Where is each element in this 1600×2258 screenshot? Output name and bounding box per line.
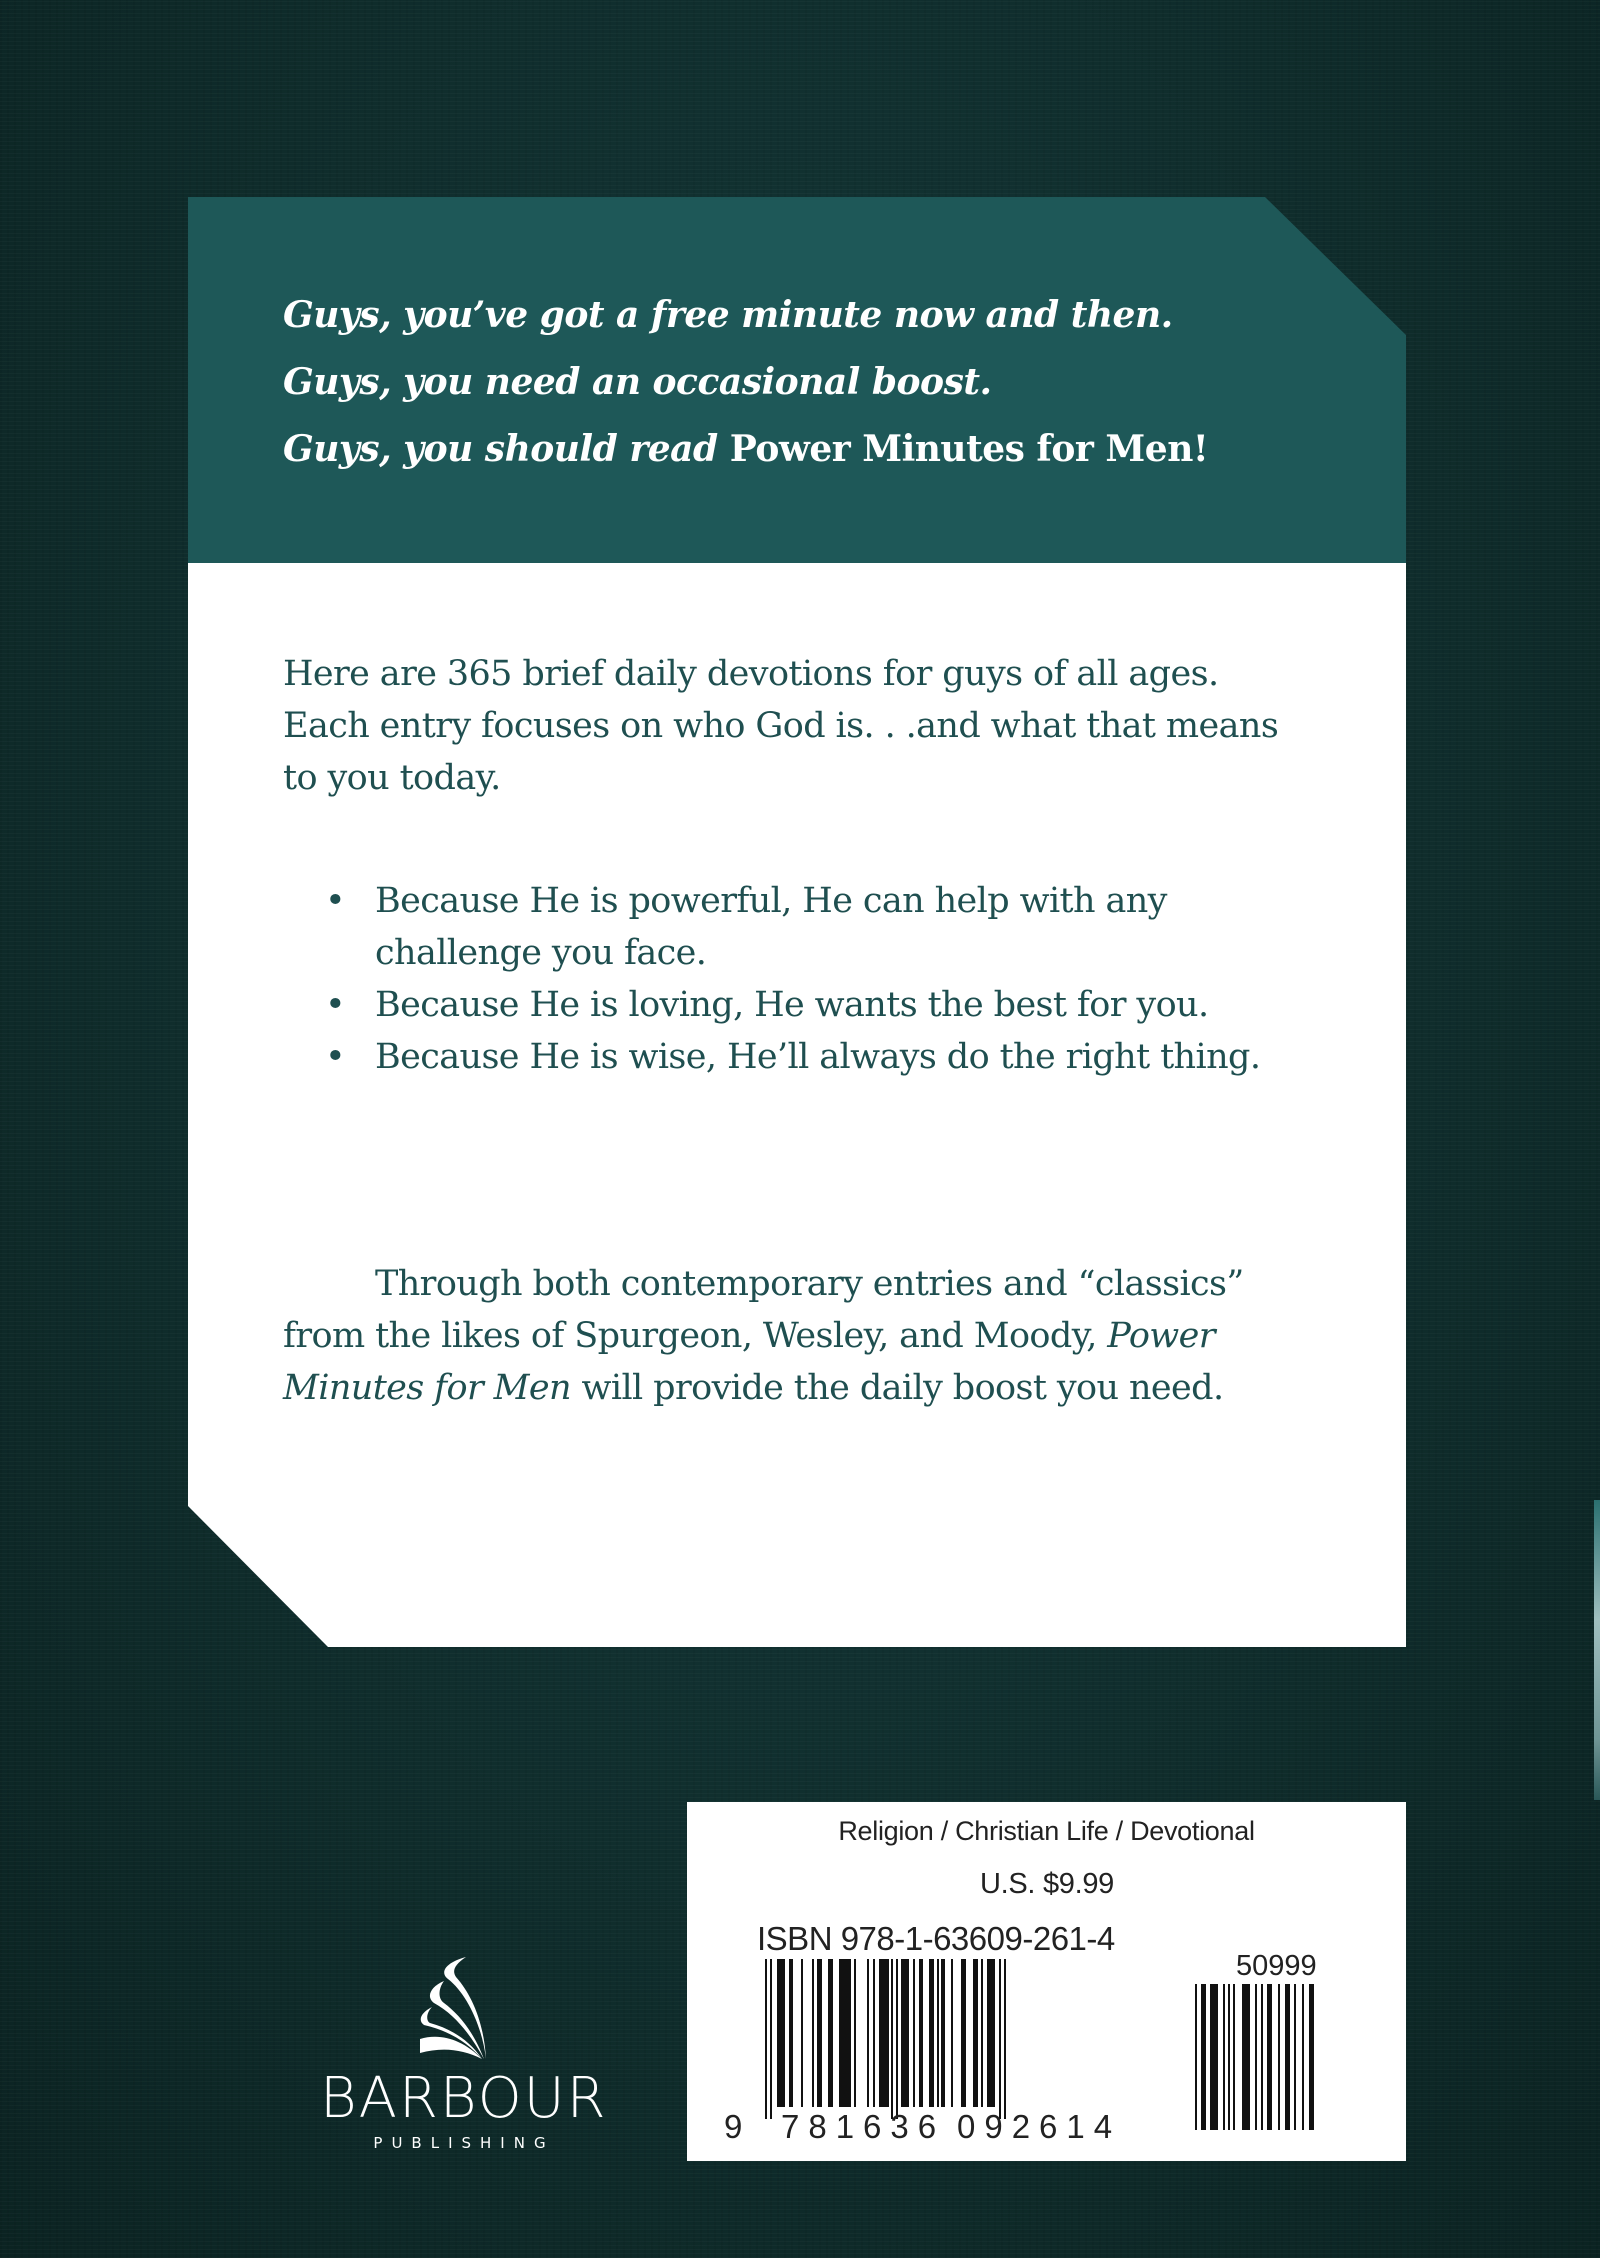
bullet-icon: • <box>325 881 346 921</box>
bullet-item <box>283 979 1283 1031</box>
intro-paragraph: Here are 365 brief daily devotions for guys of all ages. Each entry focuses on who God is. . .and what that means to you today. <box>283 654 1279 798</box>
tagline-line-2: Guys, you need an occasional boost. <box>283 361 992 403</box>
closing-text-before: Through both contemporary entries and “classics” from the likes of Spurgeon, Wesley, and Moody, <box>283 1264 1244 1356</box>
closing-paragraph <box>283 1258 1283 1414</box>
barcode-lead-digit: 9 <box>724 2108 743 2145</box>
price: U.S. $9.99 <box>979 1868 1115 1900</box>
bullet-list <box>283 875 1283 1083</box>
closing-text-after: will provide the daily boost you need. <box>570 1368 1224 1408</box>
price-addon-code: 50999 <box>1236 1950 1317 1982</box>
spine-edge-stripe <box>1594 1500 1600 1800</box>
bullet-text: Because He is powerful, He can help with any challenge you face. <box>375 881 1167 973</box>
tagline-line-1: Guys, you’ve got a free minute now and then. <box>283 294 1173 336</box>
publisher-subtitle: PUBLISHING <box>373 2134 555 2152</box>
tagline-book-title: Power Minutes for Men! <box>729 428 1209 470</box>
tagline-line-3-prefix: Guys, you should read <box>283 428 730 470</box>
bullet-text: Because He is loving, He wants the best for you. <box>375 985 1209 1025</box>
addon-barcode <box>1195 1984 1335 2130</box>
bisac-category: Religion / Christian Life / Devotional <box>838 1816 1255 1846</box>
isbn-barcode <box>765 1959 1035 2119</box>
bullet-icon: • <box>325 1037 346 1077</box>
isbn: ISBN 978-1-63609-261-4 <box>757 1920 1115 1957</box>
barcode-label <box>687 1802 1406 2161</box>
barcode-left-digits: 781636 <box>781 2108 946 2145</box>
tagline <box>283 282 1383 483</box>
publisher-name: BARBOUR <box>320 2066 608 2131</box>
open-book-pages-icon <box>400 1955 520 2065</box>
closing-book-title: Power Minutes for Men <box>283 1316 1215 1408</box>
bullet-icon: • <box>325 985 346 1025</box>
tagline-line-3 <box>283 416 1383 483</box>
bullet-item <box>283 1031 1283 1083</box>
bullet-item <box>283 875 1283 979</box>
publisher-logo <box>320 1955 608 2165</box>
bullet-text: Because He is wise, He’ll always do the right thing. <box>375 1037 1261 1077</box>
barcode-right-digits: 092614 <box>957 2108 1122 2145</box>
